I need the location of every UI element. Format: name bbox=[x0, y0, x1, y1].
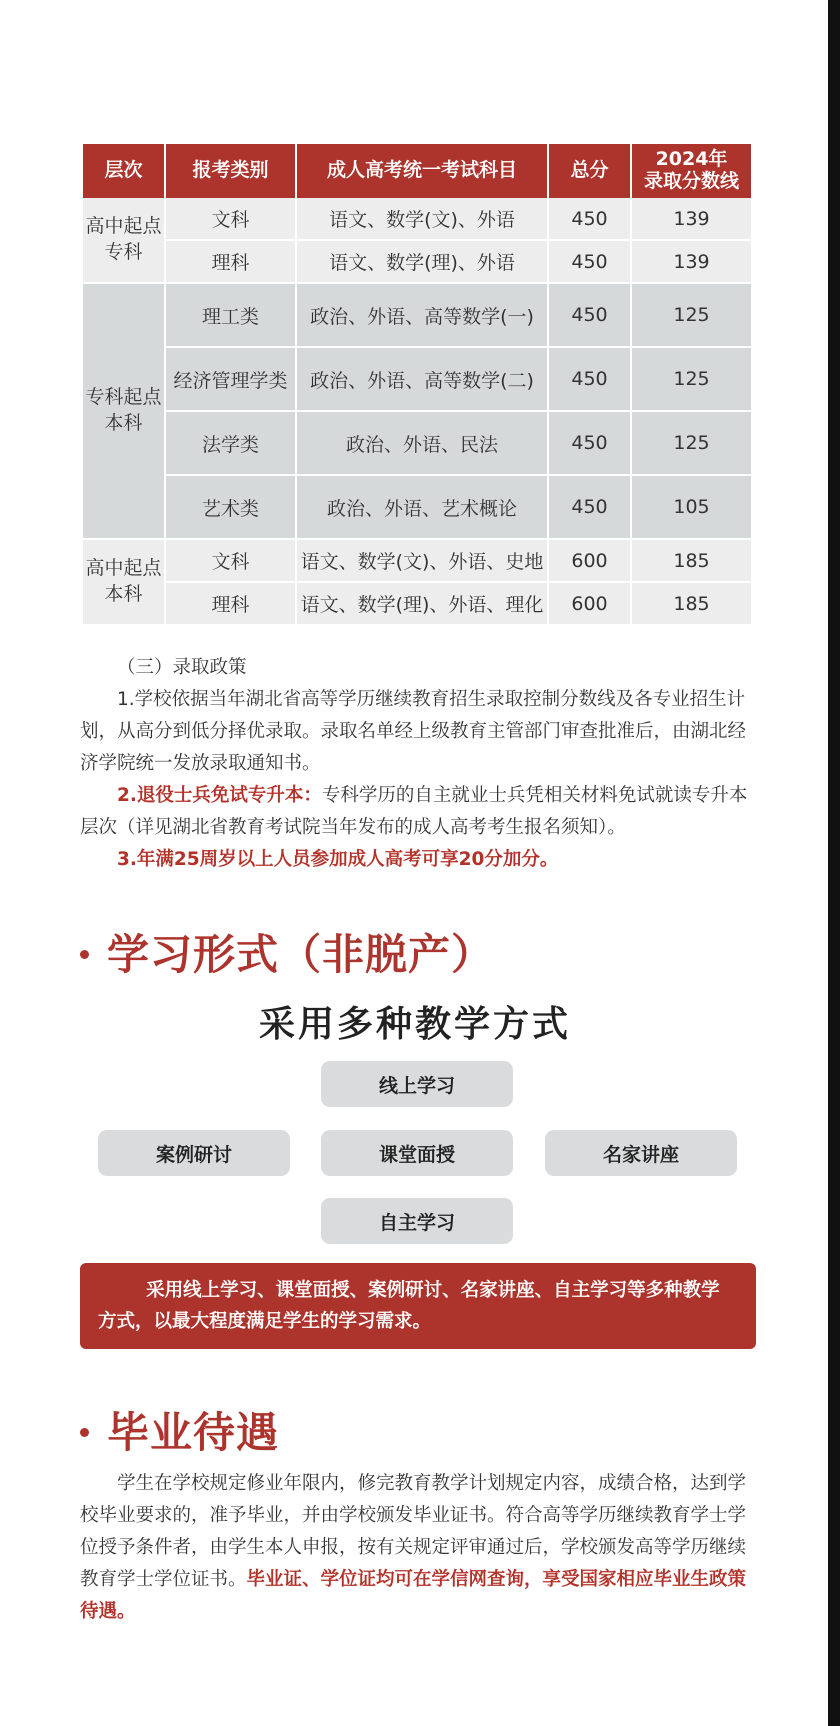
level-cell: 高中起点 本科 bbox=[83, 540, 166, 626]
level-cell: 专科起点 本科 bbox=[83, 284, 166, 540]
graduation-paragraph: 学生在学校规定修业年限内，修完教育教学计划规定内容，成绩合格，达到学校毕业要求的，准予毕业，并由学校颁发毕业证书。符合高等学历继续教育学士学位授予条件者，由学生本人申报，按有关规定评审通过后，学校颁发高等学历继续教育学士学位证书。毕业证、学位证均可在学信网查询，享受国家相应毕业生政策待遇。 bbox=[80, 1473, 747, 1622]
subjects-cell: 语文、数学(文)、外语 bbox=[297, 198, 549, 241]
header-total: 总分 bbox=[549, 144, 632, 198]
graduation-section-title: 毕业待遇 bbox=[80, 1400, 279, 1460]
cutoff-cell: 185 bbox=[632, 583, 751, 626]
policy-heading: （三）录取政策 bbox=[117, 657, 247, 678]
admission-score-table bbox=[83, 144, 751, 626]
study-summary-box bbox=[80, 1263, 756, 1349]
cutoff-cell: 125 bbox=[632, 284, 751, 348]
category-cell: 理科 bbox=[166, 583, 297, 626]
study-section-title: 学习形式（非脱产） bbox=[80, 922, 494, 982]
subjects-cell: 政治、外语、高等数学(二) bbox=[297, 348, 549, 412]
admission-policy bbox=[80, 652, 756, 876]
policy-item-2: 2.退役士兵免试专升本：专科学历的自主就业士兵凭相关材料免试就读专升本层次（详见湖北省教育考试院当年发布的成人高考考生报名须知）。 bbox=[80, 785, 748, 838]
total-cell: 600 bbox=[549, 583, 632, 626]
method-lecture: 名家讲座 bbox=[545, 1130, 737, 1176]
table-row bbox=[83, 198, 751, 241]
right-edge-bar bbox=[828, 0, 840, 1726]
table-row bbox=[83, 540, 751, 583]
subjects-cell: 政治、外语、民法 bbox=[297, 412, 549, 476]
table-row bbox=[83, 583, 751, 626]
method-self: 自主学习 bbox=[321, 1198, 513, 1244]
total-cell: 450 bbox=[549, 476, 632, 540]
table-row bbox=[83, 284, 751, 348]
graduation-text bbox=[80, 1468, 756, 1628]
category-cell: 文科 bbox=[166, 540, 297, 583]
policy-item-1: 1.学校依据当年湖北省高等学历继续教育招生录取控制分数线及各专业招生计划，从高分到低分择优录取。录取名单经上级教育主管部门审查批准后，由湖北经济学院统一发放录取通知书。 bbox=[80, 689, 747, 774]
bullet-dot-icon bbox=[80, 1428, 89, 1437]
total-cell: 450 bbox=[549, 241, 632, 284]
method-classroom: 课堂面授 bbox=[321, 1130, 513, 1176]
total-cell: 450 bbox=[549, 412, 632, 476]
subjects-cell: 语文、数学(文)、外语、史地 bbox=[297, 540, 549, 583]
category-cell: 艺术类 bbox=[166, 476, 297, 540]
total-cell: 450 bbox=[549, 284, 632, 348]
total-cell: 450 bbox=[549, 198, 632, 241]
method-case: 案例研讨 bbox=[98, 1130, 290, 1176]
subjects-cell: 语文、数学(理)、外语 bbox=[297, 241, 549, 284]
category-cell: 文科 bbox=[166, 198, 297, 241]
header-cutoff: 2024年 录取分数线 bbox=[632, 144, 751, 198]
table-row bbox=[83, 241, 751, 284]
subjects-cell: 语文、数学(理)、外语、理化 bbox=[297, 583, 549, 626]
total-cell: 600 bbox=[549, 540, 632, 583]
policy-item-3: 3.年满25周岁以上人员参加成人高考可享20分加分。 bbox=[117, 849, 559, 870]
study-summary-text: 采用线上学习、课堂面授、案例研讨、名家讲座、自主学习等多种教学方式，以最大程度满足学生的学习需求。 bbox=[98, 1280, 720, 1332]
category-cell: 理工类 bbox=[166, 284, 297, 348]
category-cell: 经济管理学类 bbox=[166, 348, 297, 412]
header-level: 层次 bbox=[83, 144, 166, 198]
table-header-row bbox=[83, 144, 751, 198]
method-subtitle: 采用多种教学方式 bbox=[258, 1003, 571, 1045]
total-cell: 450 bbox=[549, 348, 632, 412]
header-subjects: 成人高考统一考试科目 bbox=[297, 144, 549, 198]
level-cell: 高中起点 专科 bbox=[83, 198, 166, 284]
method-online: 线上学习 bbox=[321, 1061, 513, 1107]
table-row bbox=[83, 476, 751, 540]
cutoff-cell: 139 bbox=[632, 241, 751, 284]
category-cell: 理科 bbox=[166, 241, 297, 284]
cutoff-cell: 105 bbox=[632, 476, 751, 540]
cutoff-cell: 139 bbox=[632, 198, 751, 241]
bullet-dot-icon bbox=[80, 950, 89, 959]
table-row bbox=[83, 348, 751, 412]
cutoff-cell: 185 bbox=[632, 540, 751, 583]
table-row bbox=[83, 412, 751, 476]
header-category: 报考类别 bbox=[166, 144, 297, 198]
subjects-cell: 政治、外语、高等数学(一) bbox=[297, 284, 549, 348]
cutoff-cell: 125 bbox=[632, 412, 751, 476]
subjects-cell: 政治、外语、艺术概论 bbox=[297, 476, 549, 540]
category-cell: 法学类 bbox=[166, 412, 297, 476]
cutoff-cell: 125 bbox=[632, 348, 751, 412]
